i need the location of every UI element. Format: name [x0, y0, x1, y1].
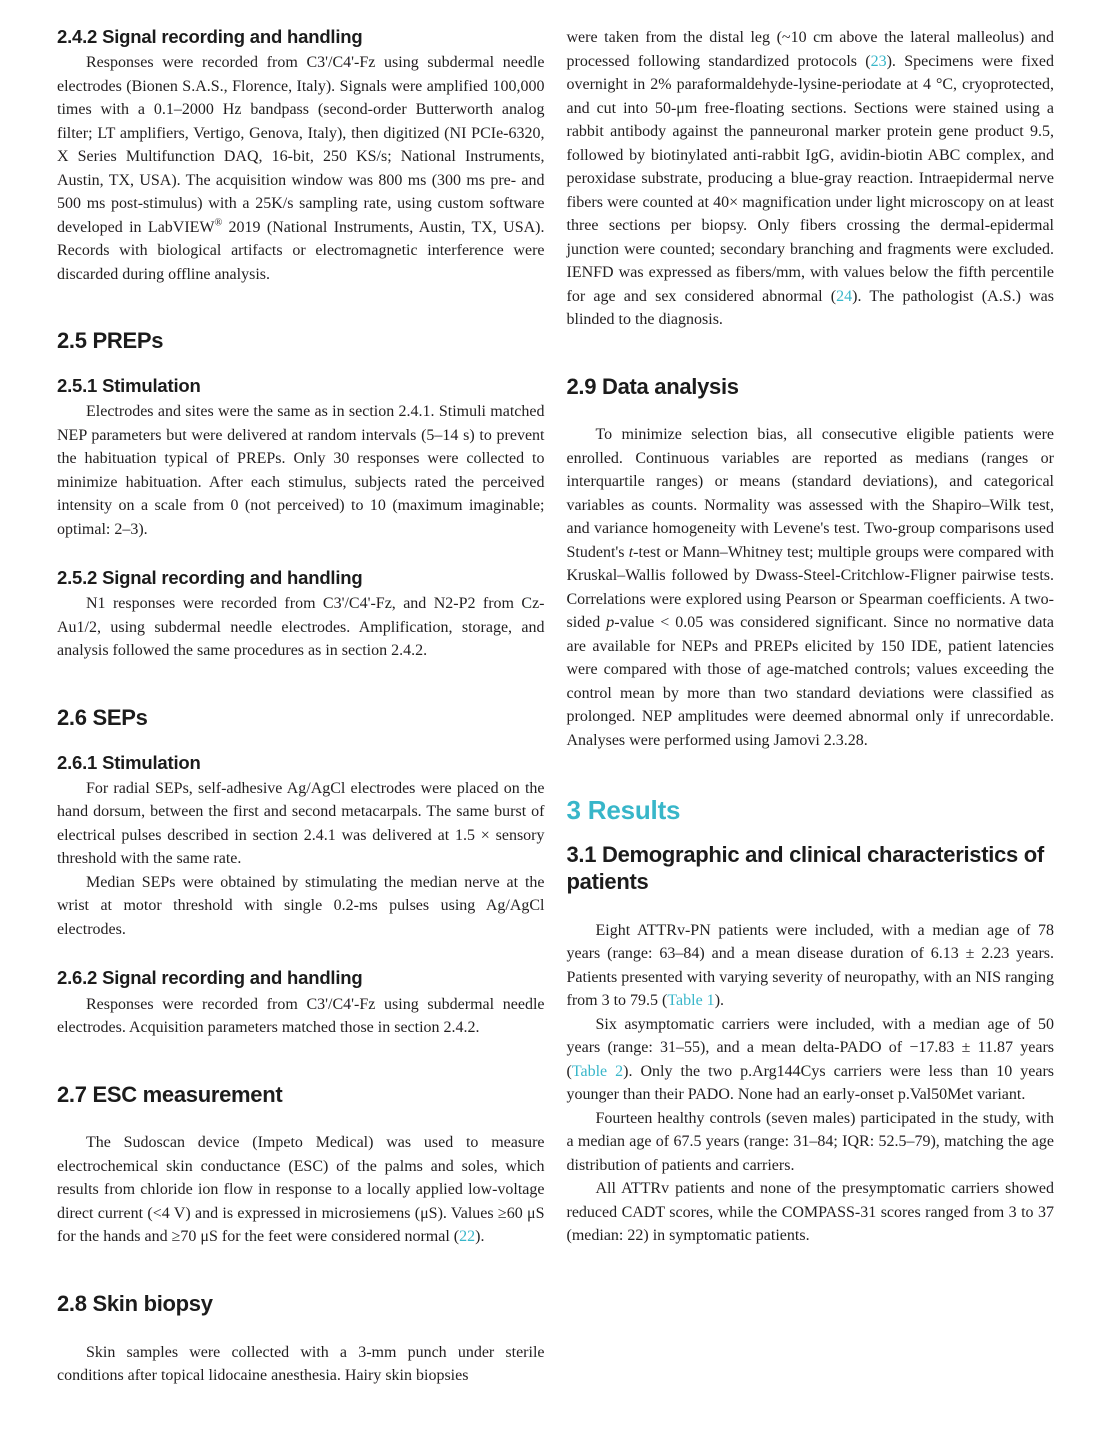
registered-trademark-symbol: ®	[214, 217, 223, 229]
text-run: ).	[475, 1228, 485, 1246]
heading-2-5-2-signal-recording: 2.5.2 Signal recording and handling	[57, 567, 363, 589]
left-column	[57, 26, 545, 1433]
heading-2-9-data-analysis: 2.9 Data analysis	[566, 373, 739, 399]
paragraph-2-6-1-median: Median SEPs were obtained by stimulating the median nerve at the wrist at motor threshold with single 0.2-ms pulses using Ag/AgCl electrodes.	[57, 873, 545, 938]
text-run: ).	[714, 992, 725, 1010]
text-run: were taken from the distal leg (~10 cm above the lateral malleolus) and processed following standardized protocols (	[566, 29, 1054, 70]
paragraph-2-7	[57, 1131, 545, 1249]
paragraph-3-1-scores: All ATTRv patients and none of the presymptomatic carriers showed reduced CADT scores, while the COMPASS-31 scores ranged from 3 to 37 (median: 22) in symptomatic patients.	[566, 1180, 1054, 1245]
text-run: -test or Mann–Whitney test; multiple groups were compared with Kruskal–Wallis followed by Dwass-Steel-Critchlow-Fligner pairwise tests. Correlations were explored using Pearson or Spearman coefficients. A two-sided	[566, 543, 1055, 632]
heading-2-5-preps: 2.5 PREPs	[57, 328, 164, 354]
paragraph-3-1-controls: Fourteen healthy controls (seven males) participated in the study, with a median age of 67.5 years (range: 31–84; IQR: 52.5–79), matching the age distribution of patients and carriers.	[566, 1109, 1054, 1174]
heading-2-7-esc-measurement: 2.7 ESC measurement	[57, 1081, 283, 1107]
heading-2-8-skin-biopsy: 2.8 Skin biopsy	[57, 1290, 213, 1316]
text-run: Eight ATTRv-PN patients were included, with a median age of 78 years (range: 63–84) and a mean disease duration of 6.13 ± 2.23 years. Patients presented with varying severity of neuropathy, with an NIS ranging from 3 to 79.5 (	[566, 921, 1054, 1010]
italic-t-term: t	[628, 543, 634, 561]
text-run: Six asymptomatic carriers were included, with a median age of 50 years (range: 31–55), and a mean delta-PADO of −17.83 ± 11.87 years (	[566, 1015, 1054, 1080]
paragraph-3-1-patients	[567, 919, 1055, 1013]
text-run: ). The pathologist (A.S.) was blinded to the diagnosis.	[566, 287, 1055, 328]
paragraph-2-4-2	[57, 51, 545, 286]
paragraph-2-9	[567, 423, 1055, 752]
table-2-link[interactable]: Table 2	[571, 1062, 624, 1080]
text-run: -value < 0.05 was considered significant. Since no normative data are available for NEPs and PREPs elicited by 150 IDE, patient latencies were compared with those of age-matched controls; values exceeding the control mean by more than two standard deviations were classified as prolonged. NEP amplitudes were deemed abnormal only if unrecordable. Analyses were performed using Jamovi 2.3.28.	[566, 614, 1054, 749]
paragraph-2-6-1-radial: For radial SEPs, self-adhesive Ag/AgCl electrodes were placed on the hand dorsum, between the first and second metacarpals. The same burst of electrical pulses described in section 2.4.1 was delivered at 1.5 × sensory threshold with the same rate.	[57, 779, 545, 868]
text-run: ). Only the two p.Arg144Cys carriers were less than 10 years younger than their PADO. None had an early-onset p.Val50Met variant.	[566, 1062, 1055, 1104]
paragraph-2-8-continued	[567, 26, 1055, 332]
paragraph-2-6-2: Responses were recorded from C3'/C4'-Fz using subdermal needle electrodes. Acquisition parameters matched those in section 2.4.2.	[57, 995, 545, 1037]
heading-2-5-1-stimulation: 2.5.1 Stimulation	[57, 375, 201, 397]
right-column	[567, 26, 1055, 1433]
italic-p-term: p	[606, 614, 615, 632]
paragraph-2-5-1: Electrodes and sites were the same as in section 2.4.1. Stimuli matched NEP parameters but were delivered at random intervals (5–14 s) to prevent the habituation typical of PREPs. Only 30 responses were collected to minimize habituation. After each stimulus, subjects rated the perceived intensity on a scale from 0 (not perceived) to 10 (maximum imaginable; optimal: 2–3).	[57, 403, 545, 538]
text-run: To minimize selection bias, all consecutive eligible patients were enrolled. Continuous variables are reported as medians (ranges or interquartile ranges) or means (standard deviations), and categorical variables as counts. Normality was assessed with the Shapiro–Wilk test, and variance homogeneity with Levene's test. Two-group comparisons used Student's	[566, 426, 1054, 561]
paragraph-3-1-carriers	[567, 1013, 1055, 1107]
heading-3-1-demographic-clinical: 3.1 Demographic and clinical characteristics of patients	[566, 842, 1044, 895]
reference-24-link[interactable]: 24	[836, 287, 853, 305]
text-run: 2019 (National Instruments, Austin, TX, USA). Records with biological artifacts or electromagnetic interference were discarded during offline analysis.	[57, 218, 545, 283]
reference-22-link[interactable]: 22	[459, 1228, 476, 1246]
heading-2-6-1-stimulation: 2.6.1 Stimulation	[57, 751, 201, 773]
text-run: The Sudoscan device (Impeto Medical) was used to measure electrochemical skin conductance (ESC) of the palms and soles, which results from chloride ion flow in response to a locally applied low-voltage direct current (<4 V) and is expressed in microsiemens (μS). Values ≥60 μS for the hands and ≥70 μS for the feet were considered normal (	[57, 1134, 545, 1246]
table-1-link[interactable]: Table 1	[667, 992, 715, 1010]
paragraph-2-5-2: N1 responses were recorded from C3'/C4'-Fz, and N2-P2 from Cz-Au1/2, using subdermal needle electrodes. Amplification, storage, and analysis followed the same procedures as in section 2.4.2.	[57, 595, 545, 660]
heading-3-results: 3 Results	[566, 795, 681, 826]
heading-2-6-seps: 2.6 SEPs	[57, 704, 148, 730]
paragraph-2-8: Skin samples were collected with a 3-mm punch under sterile conditions after topical lidocaine anesthesia. Hairy skin biopsies	[57, 1343, 545, 1385]
heading-2-4-2-signal-recording: 2.4.2 Signal recording and handling	[57, 26, 363, 47]
reference-23-link[interactable]: 23	[870, 52, 887, 70]
text-run: Responses were recorded from C3'/C4'-Fz using subdermal needle electrodes (Bionen S.A.S., Florence, Italy). Signals were amplified 100,000 times with a 0.1–2000 Hz bandpass (second-order Butterworth analog filter; LT amplifiers, Vertigo, Genova, Italy), then digitized (NI PCIe-6320, X Series Multifunction DAQ, 16-bit, 250 KS/s; National Instruments, Austin, TX, USA). The acquisition window was 800 ms (300 ms pre- and 500 ms post-stimulus) with a 25K/s sampling rate, using custom software developed in LabVIEW	[57, 54, 545, 236]
text-run: ). Specimens were fixed overnight in 2% paraformaldehyde-lysine-periodate at 4 °C, cryoprotected, and cut into 50-μm free-floating sections. Sections were stained using a rabbit antibody against the panneuronal marker protein gene product 9.5, followed by biotinylated anti-rabbit IgG, avidin-biotin ABC complex, and peroxidase substrate, producing a blue-gray reaction. Intraepidermal nerve fibers were counted at 40× magnification under light microscopy on at least three sections per biopsy. Only fibers crossing the dermal-epidermal junction were counted; secondary branching and fragments were excluded. IENFD was expressed as fibers/mm, with values below the fifth percentile for age and sex considered abnormal (	[566, 52, 1054, 305]
heading-2-6-2-signal-recording: 2.6.2 Signal recording and handling	[57, 967, 363, 989]
